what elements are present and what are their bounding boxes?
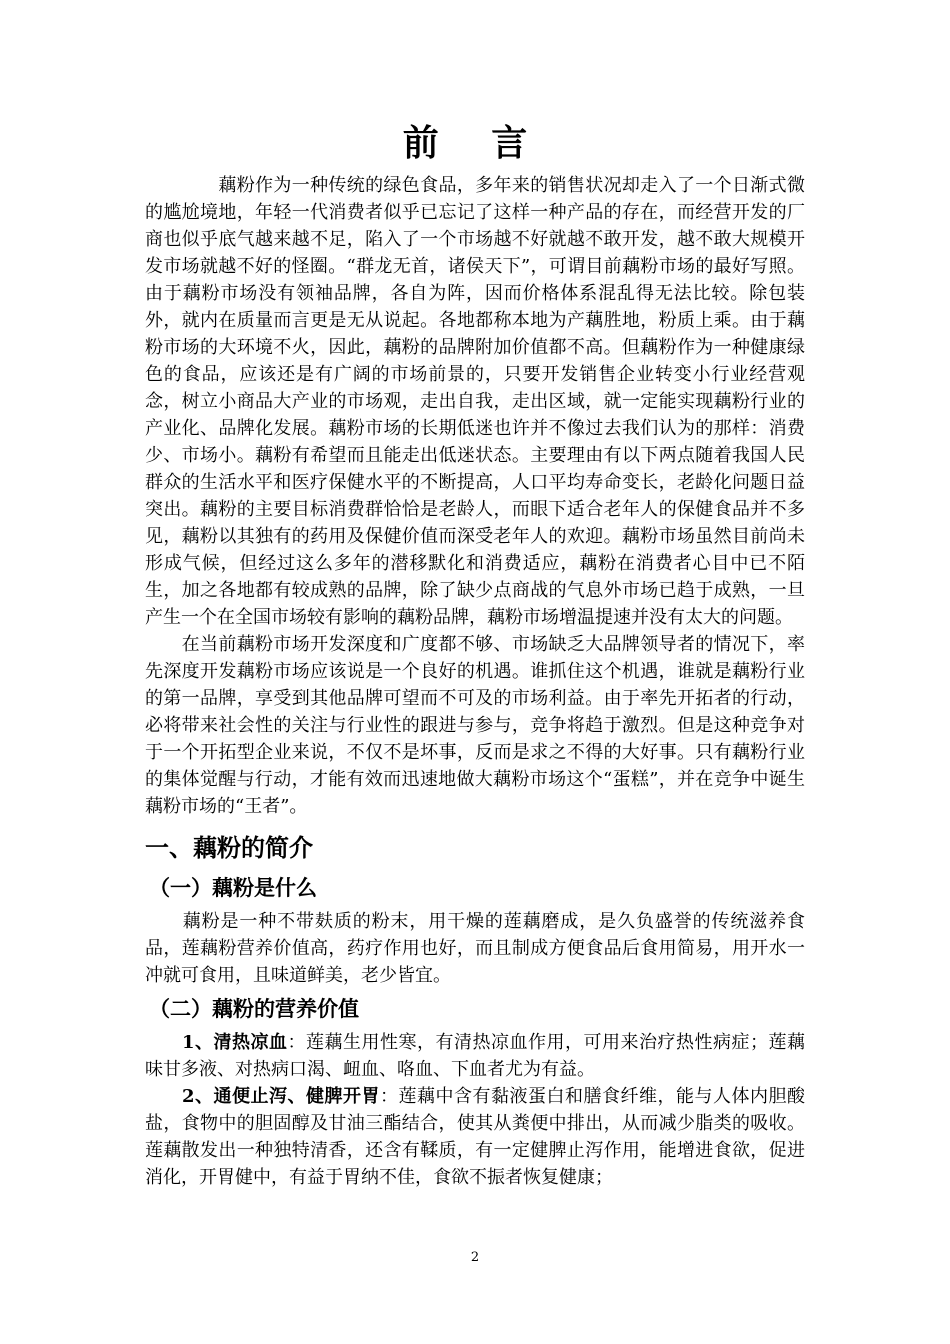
- nutrition-item-2-text: ：莲藕中含有黏液蛋白和膳食纤维，能与人体内胆酸盐，食物中的胆固醇及甘油三酯结合，使其从粪便中排出，从而减少脂类的吸收。莲藕散发出一种独特清香，还含有鞣质，有一定健脾止泻作用，能增进食欲，促进消化，开胃健中，有益于胃纳不佳，食欲不振者恢复健康；: [145, 1086, 805, 1188]
- nutrition-item-2-label: 2、通便止泻、健脾开胃: [182, 1086, 381, 1107]
- subsection-what-text: 藕粉是一种不带麸质的粉末，用干燥的莲藕磨成，是久负盛誉的传统滋养食品，莲藕粉营养价值高，药疗作用也好，而且制成方便食品后食用简易，用开水一冲就可食用，且味道鲜美，老少皆宜。: [145, 911, 805, 986]
- subsection-heading-what: （一）藕粉是什么: [149, 876, 317, 900]
- foreword-paragraph-1: 藕粉作为一种传统的绿色食品，多年来的销售状况却走入了一个日渐式微的尴尬境地，年轻一代消费者似乎已忘记了这样一种产品的存在，而经营开发的厂商也似乎底气越来越不足，陷入了一个市场越不好就越不敢开发，越不敢大规模开发市场就越不好的怪圈。“群龙无首，诸侯天下”，可谓目前藕粉市场的最好写照。由于藕粉市场没有领袖品牌，各自为阵，因而价格体系混乱得无法比较。除包装外，就内在质量而言更是无从说起。各地都称本地为产藕胜地，粉质上乘。由于藕粉市场的大环境不火，因此，藕粉的品牌附加价值都不高。但藕粉作为一种健康绿色的食品，应该还是有广阔的市场前景的，只要开发销售企业转变小行业经营观念，树立小商品大产业的市场观，走出自我，走出区域，就一定能实现藕粉行业的产业化、品牌化发展。藕粉市场的长期低迷也许并不像过去我们认为的那样：消费少、市场小。藕粉有希望而且能走出低迷状态。主要理由有以下两点随着我国人民群众的生活水平和医疗保健水平的不断提高，人口平均寿命变长，老龄化问题日益突出。藕粉的主要目标消费群恰恰是老龄人，而眼下适合老年人的保健食品并不多见，藕粉以其独有的药用及保健价值而深受老年人的欢迎。藕粉市场虽然目前尚未形成气候，但经过这么多年的潜移默化和消费适应，藕粉在消费者心目中已不陌生，加之各地都有较成熟的品牌，除了缺少点商战的气息外市场已趋于成熟，一旦产生一个在全国市场较有影响的藕粉品牌，藕粉市场增温提速并没有太大的问题。: [145, 175, 805, 628]
- nutrition-item-1: [145, 1029, 805, 1083]
- page-content: [145, 120, 805, 1191]
- page-number: 2: [470, 1250, 480, 1265]
- section-heading: 一、藕粉的简介: [145, 834, 313, 862]
- nutrition-item-1-text: ：莲藕生用性寒，有清热凉血作用，可用来治疗热性病症；莲藕味甘多液、对热病口渴、衄血、咯血、下血者尤为有益。: [145, 1032, 806, 1080]
- page-title: 前 言: [402, 123, 548, 164]
- nutrition-item-2: [145, 1083, 805, 1191]
- nutrition-item-1-label: 1、清热凉血: [182, 1032, 288, 1053]
- foreword-paragraph-2: 在当前藕粉市场开发深度和广度都不够、市场缺乏大品牌领导者的情况下，率先深度开发藕粉市场应该说是一个良好的机遇。谁抓住这个机遇，谁就是藕粉行业的第一品牌，享受到其他品牌可望而不可及的市场利益。由于率先开拓者的行动，必将带来社会性的关注与行业性的跟进与参与，竞争将趋于激烈。但是这种竞争对于一个开拓型企业来说，不仅不是坏事，反而是求之不得的大好事。只有藕粉行业的集体觉醒与行动，才能有效而迅速地做大藕粉市场这个“蛋糕”，并在竞争中诞生藕粉市场的“王者”。: [145, 634, 805, 817]
- subsection-heading-nutrition: （二）藕粉的营养价值: [149, 997, 359, 1021]
